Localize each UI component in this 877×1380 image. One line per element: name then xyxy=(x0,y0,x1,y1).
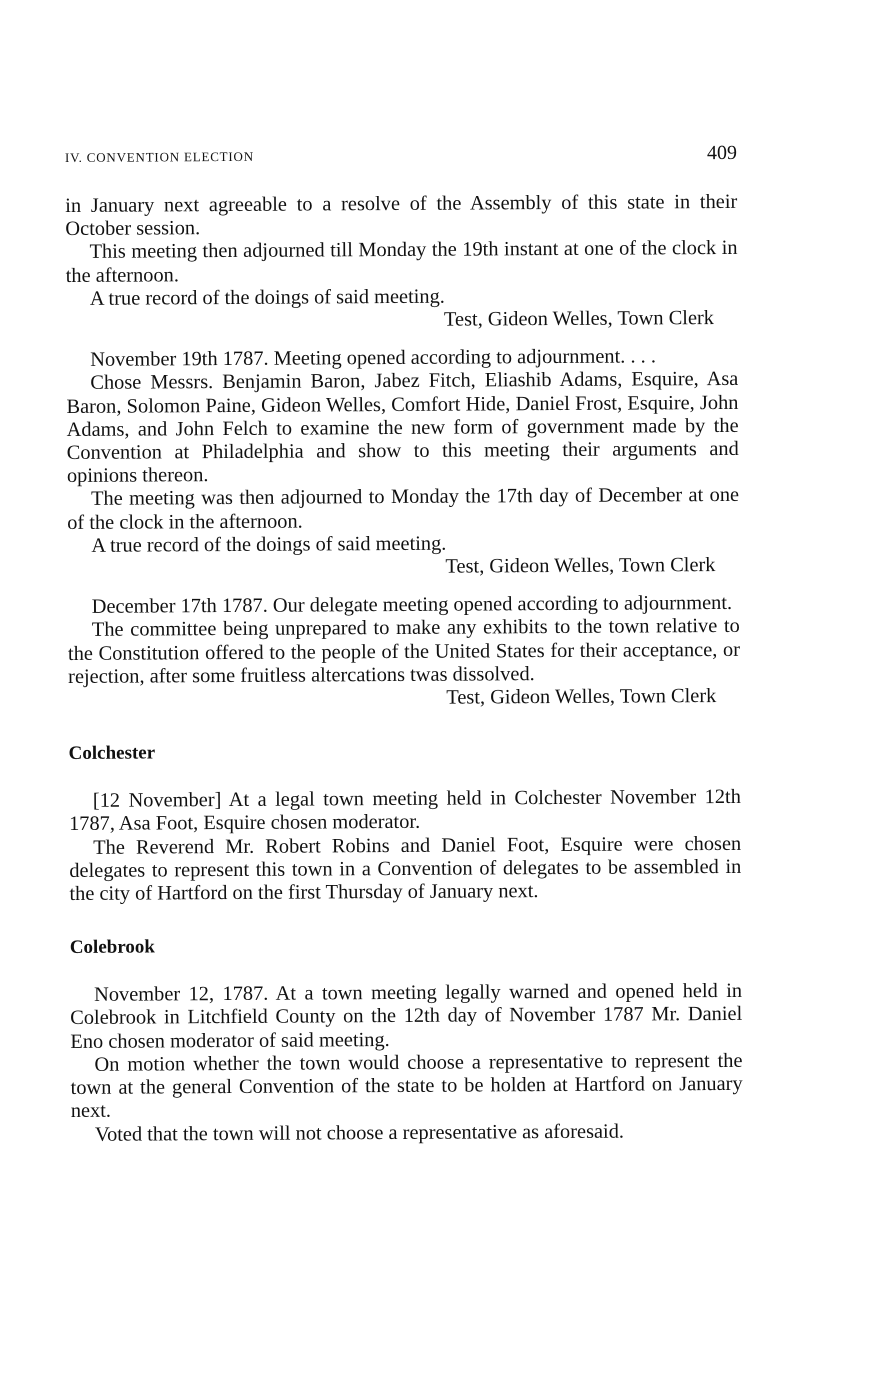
paragraph-continuation: in January next agreeable to a resolve of the Assembly of this state in their October session. xyxy=(65,190,738,241)
paragraph-adjourned-dec-17: The meeting was then adjourned to Monday the 17th day of December at one of the clock in the afternoon. xyxy=(67,484,740,534)
signature-town-clerk: Test, Gideon Welles, Town Clerk xyxy=(445,554,716,578)
running-head xyxy=(64,141,738,172)
paragraph-adjournment: This meeting then adjourned till Monday the 19th instant at one of the clock in the afternoon. xyxy=(65,237,738,287)
section-heading-colchester: Colchester xyxy=(68,742,156,765)
paragraph-true-record: A true record of the doings of said meeting. xyxy=(91,532,447,557)
signature-town-clerk: Test, Gideon Welles, Town Clerk xyxy=(446,685,717,709)
paragraph-colebrook-vote: Voted that the town will not choose a representative as aforesaid. xyxy=(94,1120,625,1146)
body-text xyxy=(65,191,743,1147)
paragraph-dec-17-opening: December 17th 1787. Our delegate meeting opened according to adjournment. xyxy=(91,592,733,619)
paragraph-colchester-delegates: The Reverend Mr. Robert Robins and Daniel Foot, Esquire were chosen delegates to represent this town in a Convention of delegates to be assembled in the city of Hartford on the first Thursday of January next. xyxy=(69,832,742,906)
page-number: 409 xyxy=(706,141,738,165)
running-title: IV. CONVENTION ELECTION xyxy=(64,148,254,165)
paragraph-chose-committee: Chose Messrs. Benjamin Baron, Jabez Fitch, Eliashib Adams, Esquire, Asa Baron, Solomon Paine, Gideon Welles, Comfort Hide, Daniel Frost, Esquire, John Adams, and John Felch to examine the new form of government made by the Convention at Philadelphia and show to this meeting their arguments and opinions thereon. xyxy=(66,368,739,488)
spacer xyxy=(70,902,742,936)
paragraph-true-record: A true record of the doings of said meeting. xyxy=(89,285,445,310)
paragraph-colchester-meeting: [12 November] At a legal town meeting held in Colchester November 12th 1787, Asa Foot, Esquire chosen moderator. xyxy=(68,786,741,836)
paragraph-colebrook-meeting: November 12, 1787. At a town meeting legally warned and opened held in Colebrook in Litchfield County on the 12th day of November 1787 Mr. Daniel Eno chosen moderator of said meeting. xyxy=(70,980,743,1053)
paragraph-colebrook-motion: On motion whether the town would choose a representative to represent the town at the general Convention of the state to be holden at Hartford on January next. xyxy=(70,1049,743,1123)
section-heading-colebrook: Colebrook xyxy=(69,936,156,959)
paragraph-nov-19-opening: November 19th 1787. Meeting opened according to adjournment. . . . xyxy=(90,345,656,372)
spacer xyxy=(68,708,740,742)
paragraph-committee-unprepared: The committee being unprepared to make any exhibits to the town relative to the Constitution offered to the people of the United States for their acceptance, or rejection, after some fruitless altercations twas dissolved. xyxy=(67,615,741,688)
signature-town-clerk: Test, Gideon Welles, Town Clerk xyxy=(443,307,715,331)
